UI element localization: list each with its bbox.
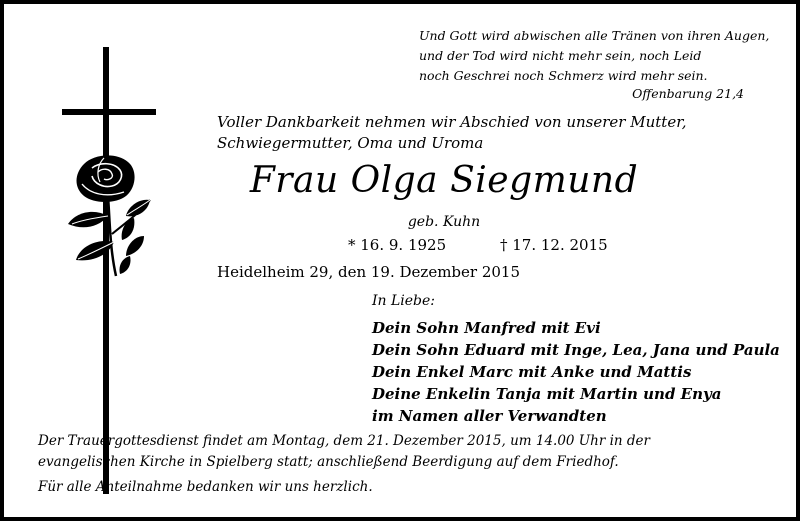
maiden-name: geb. Kuhn [407,214,481,230]
death-date: † 17. 12. 2015 [500,236,608,254]
thanks-note: Für alle Anteilnahme bedanken wir uns herzlich. [38,479,373,495]
intro-line: Schwiegermutter, Oma und Uroma [217,134,484,152]
mourner-line: Deine Enkelin Tanja mit Martin und Enya [372,385,722,403]
farewell-intro [217,112,687,154]
intro-line: Voller Dankbarkeit nehmen wir Abschied von unserer Mutter, [217,113,687,131]
deceased-name: Frau Olga Siegmund [249,160,639,201]
cross-beam [62,109,156,115]
mourners-intro: In Liebe: [372,293,436,309]
verse-line: noch Geschrei noch Schmerz wird mehr sein. [419,68,708,83]
verse-source: Offenbarung 21,4 [632,86,744,101]
service-line: evangelischen Kirche in Spielberg statt; anschließend Beerdigung auf dem Friedhof. [38,454,619,470]
service-info [38,431,650,473]
mourners-list [372,317,780,427]
place-and-date: Heidelheim 29, den 19. Dezember 2015 [217,263,521,281]
mourner-line: Dein Sohn Eduard mit Inge, Lea, Jana und Paula [372,341,780,359]
mourner-line: Dein Sohn Manfred mit Evi [372,319,601,337]
mourner-line: Dein Enkel Marc mit Anke und Mattis [372,363,692,381]
verse-line: und der Tod wird nicht mehr sein, noch Leid [419,48,702,63]
service-line: Der Trauergottesdienst findet am Montag, dem 21. Dezember 2015, um 14.00 Uhr in der [38,433,651,449]
bible-verse [419,26,770,86]
mourner-line: im Namen aller Verwandten [372,407,607,425]
verse-line: Und Gott wird abwischen alle Tränen von ihren Augen, [419,28,770,43]
birth-date: * 16. 9. 1925 [348,236,447,254]
